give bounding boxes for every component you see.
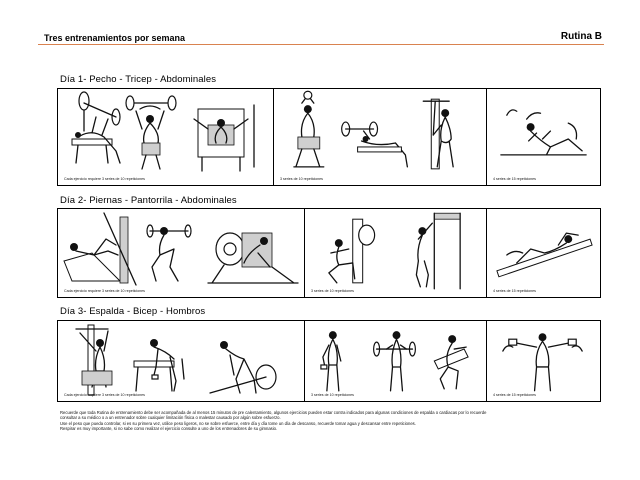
routine-label: Rutina B <box>560 31 602 42</box>
day-3-note-1: Cada ejercicio requiere 3 series de 10 repeticiones <box>64 393 145 397</box>
day-1-tricep-exercises <box>273 89 486 185</box>
day-2-calf-exercises <box>304 209 486 297</box>
page-header <box>38 30 604 45</box>
day-2-abs-exercises <box>486 209 600 297</box>
day-2-panel <box>57 208 601 298</box>
day-3-title: Día 3- Espalda - Bicep - Hombros <box>60 306 206 317</box>
disclaimer-line: Recuerde que toda Rutina de entrenamiento debe ser acompañada de al menos 15 minutos de pre calentamiento, algunos ejercicios pueden estar contra indicados para algunas condiciones de espalda o cardiacas por lo recuerde <box>60 410 487 415</box>
day-2-title: Día 2- Piernas - Pantorrila - Abdominales <box>60 195 237 206</box>
back-exercise-illustrations <box>58 321 304 401</box>
disclaimer-line: consultar a su médico o a un entrenador sobre cualquier limitación física o malestar causado por algún sobre esfuerzo. <box>60 415 281 421</box>
calf-exercise-illustrations <box>305 209 486 297</box>
day-2-note-1: Cada ejercicio requiere 3 series de 10 repeticiones <box>64 289 145 293</box>
bicep-exercise-illustrations <box>305 321 486 401</box>
day-3-back-exercises <box>58 321 304 401</box>
day-1-chest-exercises <box>58 89 273 185</box>
day-3-note-2: 3 series de 10 repeticiones <box>311 393 354 397</box>
disclaimer-line: Respirar es muy importante, si no sabe como realizar el ejercicio consulte a uno de los entrenadores de su gimnasio. <box>60 426 278 432</box>
day-1-note-3: 4 series de 15 repeticiones <box>493 177 536 181</box>
day-3-panel <box>57 320 601 402</box>
day-3-bicep-exercises <box>304 321 486 401</box>
day-1-note-2: 3 series de 10 repeticiones <box>280 177 323 181</box>
legs-exercise-illustrations <box>58 209 304 297</box>
day-2-note-3: 4 series de 15 repeticiones <box>493 289 536 293</box>
day-2-legs-exercises <box>58 209 304 297</box>
day-2-note-2: 3 series de 10 repeticiones <box>311 289 354 293</box>
lateral-raise-illustration <box>487 321 600 401</box>
disclaimer-line: Use el peso que pueda controlar, si es su primera vez, utilice peso ligeros, no se sobre esfuerce, entre día y día tome un día de descanso, recuerde tomar agua y descansar entre repeticiones. <box>60 420 416 426</box>
day-1-abs-exercises <box>486 89 600 185</box>
chest-exercise-illustrations <box>58 89 273 185</box>
page-title: Tres entrenamientos por semana <box>44 33 186 43</box>
decline-abs-illustration <box>487 209 600 297</box>
tricep-exercise-illustrations <box>274 89 486 185</box>
day-3-note-3: 4 series de 15 repeticiones <box>493 393 536 397</box>
day-1-title: Día 1- Pecho - Tricep - Abdominales <box>60 74 217 85</box>
disclaimer-text <box>60 410 600 432</box>
day-1-note-1: Cada ejercicio requiere 3 series de 10 repeticiones <box>64 177 145 181</box>
day-1-panel <box>57 88 601 186</box>
day-3-shoulder-exercises <box>486 321 600 401</box>
abs-exercise-illustrations <box>487 89 600 185</box>
